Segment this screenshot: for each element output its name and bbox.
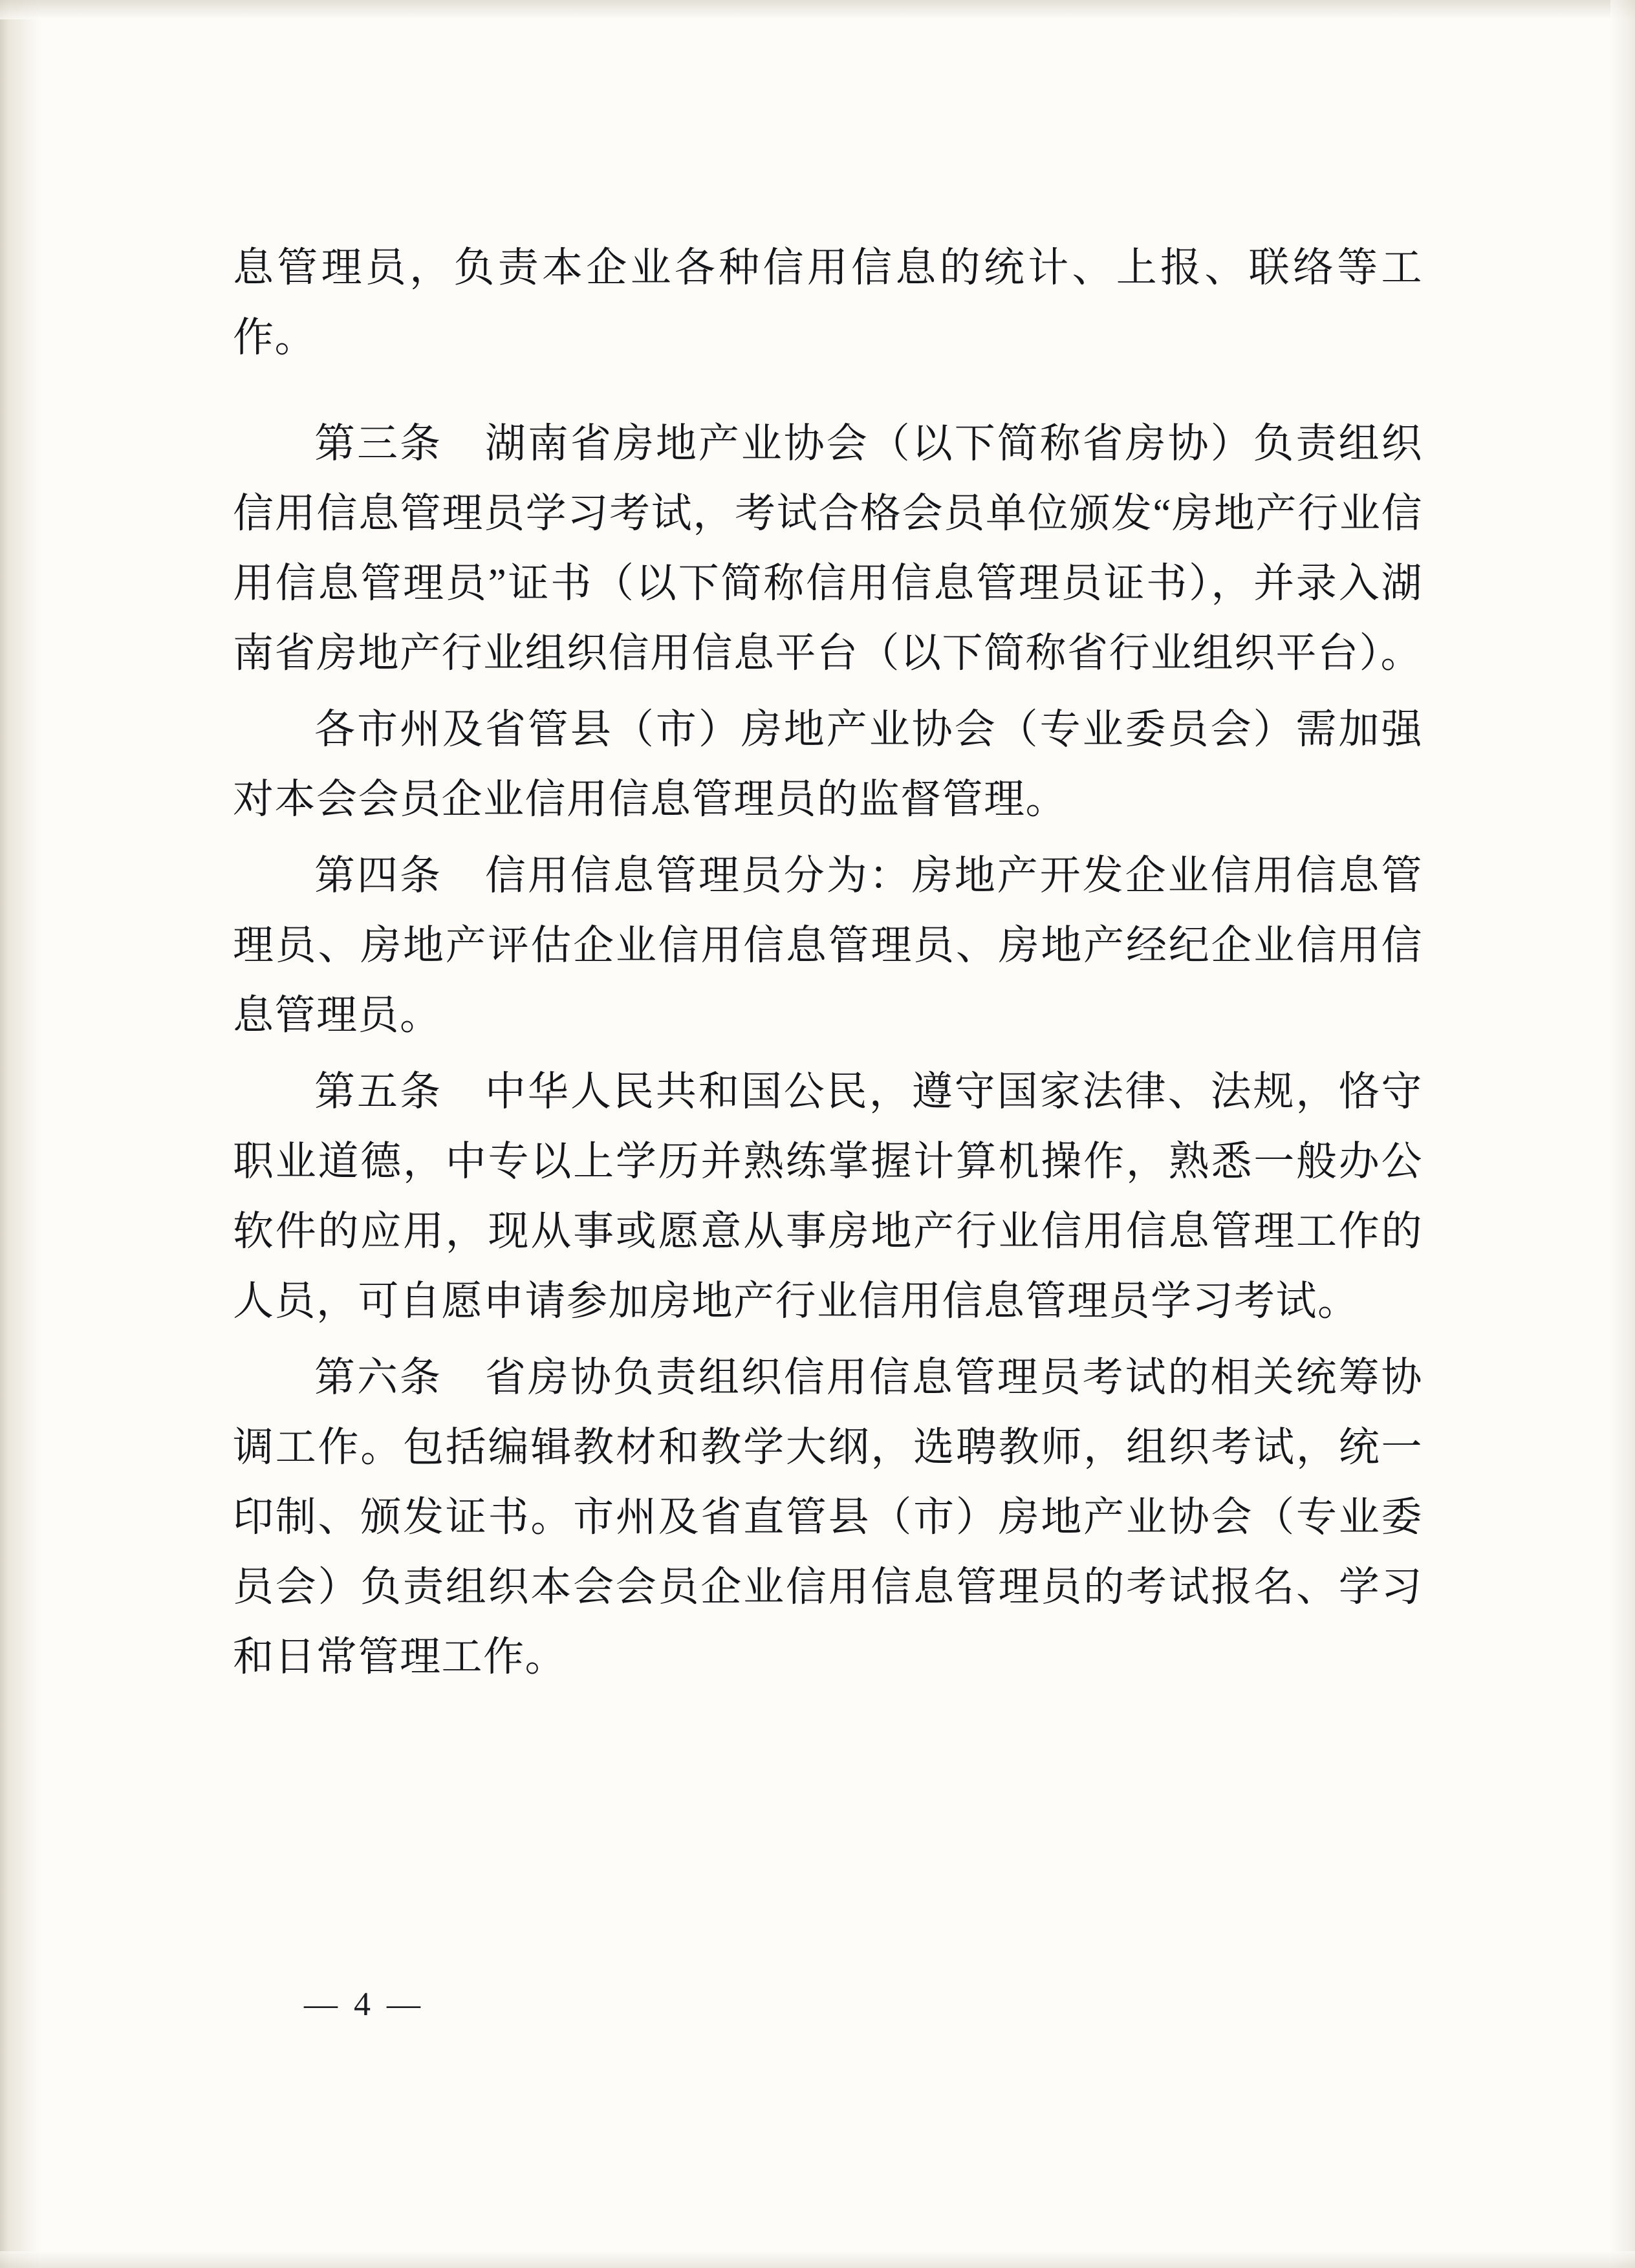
paragraph-continuation: 息管理员，负责本企业各种信用信息的统计、上报、联络等工作。 xyxy=(233,245,1423,360)
scan-edge-bottom xyxy=(0,2251,1635,2268)
document-body xyxy=(233,233,1423,1698)
scan-edge-top xyxy=(0,0,1635,19)
scan-edge-left xyxy=(0,0,41,2268)
page-number: — 4 — xyxy=(304,1986,424,2023)
paragraph-article-4: 第四条 信用信息管理员分为：房地产开发企业信用信息管理员、房地产评估企业信用信息管理员、房地产经纪企业信用信息管理员。 xyxy=(233,853,1423,1038)
paragraph-article-5: 第五条 中华人民共和国公民，遵守国家法律、法规，恪守职业道德，中专以上学历并熟练掌握计算机操作，熟悉一般办公软件的应用，现从事或愿意从事房地产行业信用信息管理工作的人员，可自愿申请参加房地产行业信用信息管理员学习考试。 xyxy=(233,1069,1423,1324)
paragraph-article-6: 第六条 省房协负责组织信用信息管理员考试的相关统筹协调工作。包括编辑教材和教学大纲，选聘教师，组织考试，统一印制、颁发证书。市州及省直管县（市）房地产业协会（专业委员会）负责组织本会会员企业信用信息管理员的考试报名、学习和日常管理工作。 xyxy=(233,1355,1423,1679)
paragraph-article-3-sub: 各市州及省管县（市）房地产业协会（专业委员会）需加强对本会会员企业信用信息管理员的监督管理。 xyxy=(233,707,1423,822)
paragraph-article-3: 第三条 湖南省房地产业协会（以下简称省房协）负责组织信用信息管理员学习考试，考试合格会员单位颁发“房地产行业信用信息管理员”证书（以下简称信用信息管理员证书），并录入湖南省房地产行业组织信用信息平台（以下简称省行业组织平台）。 xyxy=(233,421,1423,676)
scan-edge-right xyxy=(1610,0,1635,2268)
